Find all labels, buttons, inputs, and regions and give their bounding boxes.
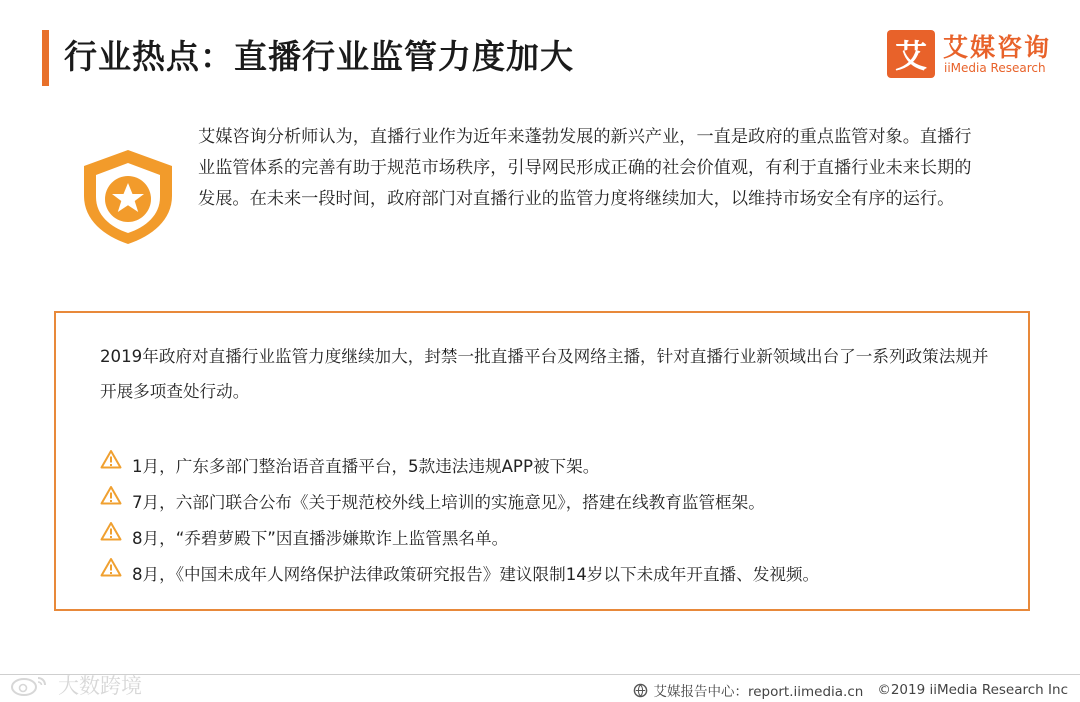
warning-triangle-icon — [100, 449, 122, 469]
list-item — [100, 447, 1000, 483]
logo-mark-icon: 艾 — [887, 30, 935, 78]
warning-triangle-icon — [100, 485, 122, 505]
logo-name-en: iiMedia Research — [944, 61, 1046, 75]
warning-triangle-icon — [100, 521, 122, 541]
intro-paragraph: 艾媒咨询分析师认为，直播行业作为近年来蓬勃发展的新兴产业，一直是政府的重点监管对象。直播行业监管体系的完善有助于规范市场秩序，引导网民形成正确的社会价值观，有利于直播行业未来长期的发展。在未来一段时间，政府部门对直播行业的监管力度将继续加大，以维持市场安全有序的运行。 — [198, 127, 972, 209]
title-accent-bar — [42, 30, 49, 86]
brand-logo — [887, 28, 1067, 84]
list-item — [100, 519, 1000, 555]
footer-copyright: ©2019 iiMedia Research Inc — [877, 682, 1068, 698]
page-title: 行业热点：直播行业监管力度加大 — [64, 37, 574, 76]
footer-source — [633, 680, 1068, 700]
warning-triangle-icon — [100, 557, 122, 577]
event-list — [100, 447, 1000, 591]
weibo-icon — [10, 674, 50, 696]
list-item — [100, 555, 1000, 591]
logo-name-cn: 艾媒咨询 — [943, 33, 1052, 62]
event-text: 1月，广东多部门整治语音直播平台，5款违法违规APP被下架。 — [132, 457, 600, 476]
shield-star-icon — [80, 146, 176, 246]
event-text: 7月，六部门联合公布《关于规范校外线上培训的实施意见》，搭建在线教育监管框架。 — [132, 493, 765, 512]
event-text: 8月，《中国未成年人网络保护法律政策研究报告》建议限制14岁以下未成年开直播、发视频。 — [132, 565, 820, 584]
watermark-text: 大数跨境 — [58, 674, 142, 698]
events-box — [54, 311, 1030, 611]
footer-source-text[interactable]: 艾媒报告中心：report.iimedia.cn — [653, 684, 864, 700]
watermark — [10, 670, 142, 700]
iimedia-globe-icon — [633, 683, 648, 698]
list-item — [100, 483, 1000, 519]
box-paragraph: 2019年政府对直播行业监管力度继续加大，封禁一批直播平台及网络主播，针对直播行业新领域出台了一系列政策法规并开展多项查处行动。 — [100, 347, 989, 401]
footer-divider — [0, 674, 1080, 675]
event-text: 8月，“乔碧萝殿下”因直播涉嫌欺诈上监管黑名单。 — [132, 529, 509, 548]
